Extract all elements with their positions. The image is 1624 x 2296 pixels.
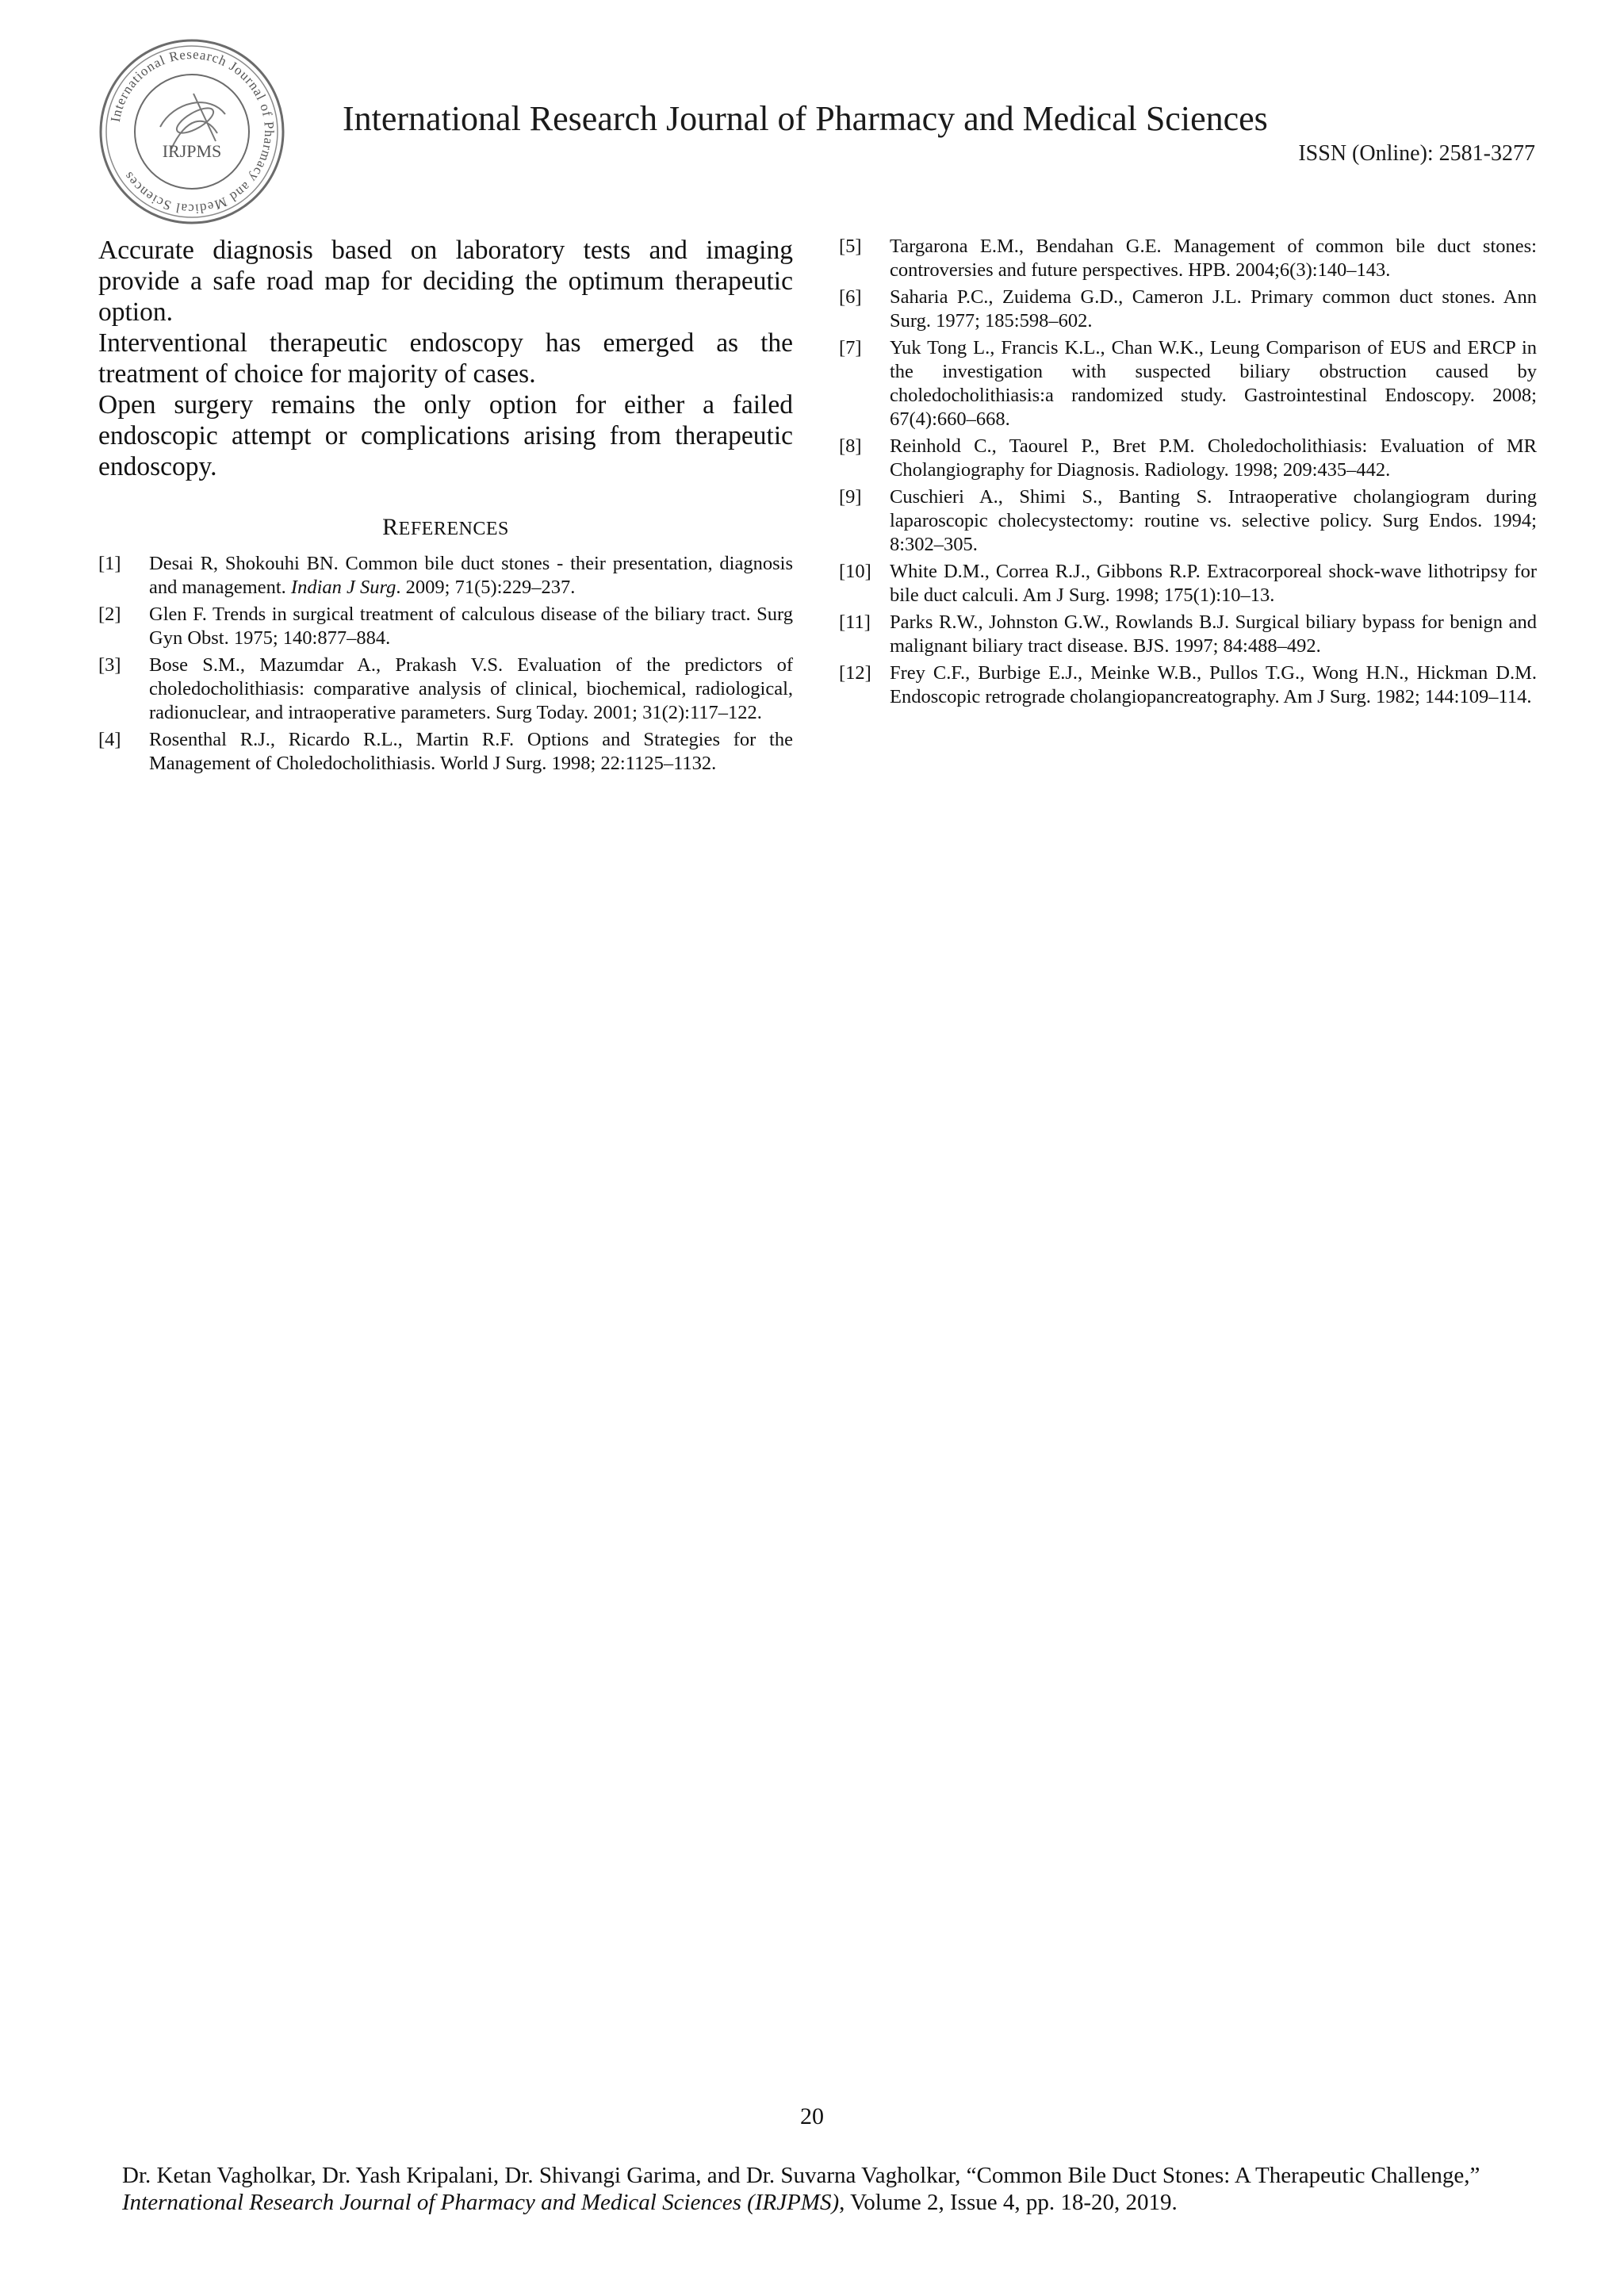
reference-number: [11] <box>839 611 871 633</box>
reference-text: Parks R.W., Johnston G.W., Rowlands B.J. Surgical biliary bypass for benign and malignant biliary tract disease. BJS. 1997; 84:488–492. <box>890 611 1537 657</box>
left-column <box>98 235 793 779</box>
reference-item <box>98 552 793 600</box>
reference-item <box>839 560 1537 608</box>
reference-text: Rosenthal R.J., Ricardo R.L., Martin R.F. Options and Strategies for the Management of Choledocholithiasis. World J Surg. 1998; 22:1125–1132. <box>149 729 793 774</box>
reference-text: Cuschieri A., Shimi S., Banting S. Intraoperative cholangiogram during laparoscopic cholecystectomy: routine vs. selective policy. Surg Endos. 1994; 8:302–305. <box>890 486 1537 555</box>
references-heading: REFERENCES <box>382 514 509 540</box>
reference-item <box>839 485 1537 557</box>
reference-number: [3] <box>98 654 121 676</box>
reference-number: [4] <box>98 729 121 750</box>
reference-number: [8] <box>839 435 862 457</box>
citation-details: , Volume 2, Issue 4, pp. 18-20, 2019. <box>839 2190 1178 2215</box>
logo-ring-text: International Research Journal of Pharmacy and Medical Sciences <box>107 46 278 217</box>
reference-item <box>98 654 793 725</box>
reference-number: [7] <box>839 337 862 358</box>
citation-authors: Dr. Ketan Vagholkar, Dr. Yash Kripalani, Dr. Shivangi Garima, and Dr. Suvarna Vagholkar, “Common Bile Duct Stones: A Therapeutic Challenge,” <box>122 2163 1480 2188</box>
right-column <box>839 235 1537 712</box>
reference-number: [12] <box>839 662 871 684</box>
reference-text: White D.M., Correa R.J., Gibbons R.P. Extracorporeal shock-wave lithotripsy for bile duct calculi. Am J Surg. 1998; 175(1):10–13. <box>890 561 1537 606</box>
reference-text: Frey C.F., Burbige E.J., Meinke W.B., Pullos T.G., Wong H.N., Hickman D.M. Endoscopic retrograde cholangiopancreatography. Am J Surg. 1982; 144:109–114. <box>890 662 1537 707</box>
logo-text: IRJPMS <box>162 141 222 161</box>
reference-number: [10] <box>839 561 871 582</box>
reference-item <box>839 661 1537 709</box>
reference-item <box>98 728 793 776</box>
reference-item <box>839 336 1537 431</box>
reference-item <box>839 435 1537 482</box>
reference-text: Glen F. Trends in surgical treatment of calculous disease of the biliary tract. Surg Gyn Obst. 1975; 140:877–884. <box>149 604 793 649</box>
body-paragraph: Interventional therapeutic endoscopy has emerged as the treatment of choice for majority of cases. <box>98 328 793 389</box>
reference-text: Desai R, Shokouhi BN. Common bile duct stones - their presentation, diagnosis and management. Indian J Surg. 2009; 71(5):229–237. <box>149 553 793 598</box>
reference-text: Targarona E.M., Bendahan G.E. Management of common bile duct stones: controversies and future perspectives. HPB. 2004;6(3):140–143. <box>890 236 1537 281</box>
reference-number: [2] <box>98 604 121 625</box>
reference-number: [1] <box>98 553 121 574</box>
reference-number: [5] <box>839 236 862 257</box>
reference-text: Bose S.M., Mazumdar A., Prakash V.S. Evaluation of the predictors of choledocholithiasis: comparative analysis of clinical, biochemical, radiological, radionuclear, and intraoperative parameters. Surg Today. 2001; 31(2):117–122. <box>149 654 793 723</box>
svg-text:International Research Journal <box>108 47 277 217</box>
reference-item <box>839 286 1537 333</box>
reference-text: Saharia P.C., Zuidema G.D., Cameron J.L. Primary common duct stones. Ann Surg. 1977; 185:598–602. <box>890 286 1537 332</box>
body-paragraph: Open surgery remains the only option for either a failed endoscopic attempt or complications arising from therapeutic endoscopy. <box>98 390 793 481</box>
page-number: 20 <box>800 2103 824 2129</box>
reference-item <box>839 611 1537 658</box>
citation-journal: International Research Journal of Pharmacy and Medical Sciences (IRJPMS) <box>122 2190 840 2215</box>
reference-item <box>839 235 1537 282</box>
body-paragraph: Accurate diagnosis based on laboratory tests and imaging provide a safe road map for deciding the optimum therapeutic option. <box>98 236 793 327</box>
issn: ISSN (Online): 2581-3277 <box>1298 141 1535 166</box>
reference-item <box>98 603 793 650</box>
reference-number: [6] <box>839 286 862 308</box>
reference-text: Reinhold C., Taourel P., Bret P.M. Choledocholithiasis: Evaluation of MR Cholangiography for Diagnosis. Radiology. 1998; 209:435–442. <box>890 435 1537 481</box>
citation <box>122 2162 1518 2216</box>
journal-title: International Research Journal of Pharmacy and Medical Sciences <box>343 99 1268 138</box>
reference-number: [9] <box>839 486 862 508</box>
reference-text: Yuk Tong L., Francis K.L., Chan W.K., Leung Comparison of EUS and ERCP in the investigation with suspected biliary obstruction caused by choledocholithiasis:a randomized study. Gastrointestinal Endoscopy. 2008; 67(4):660–668. <box>890 337 1537 430</box>
journal-logo <box>98 38 285 225</box>
